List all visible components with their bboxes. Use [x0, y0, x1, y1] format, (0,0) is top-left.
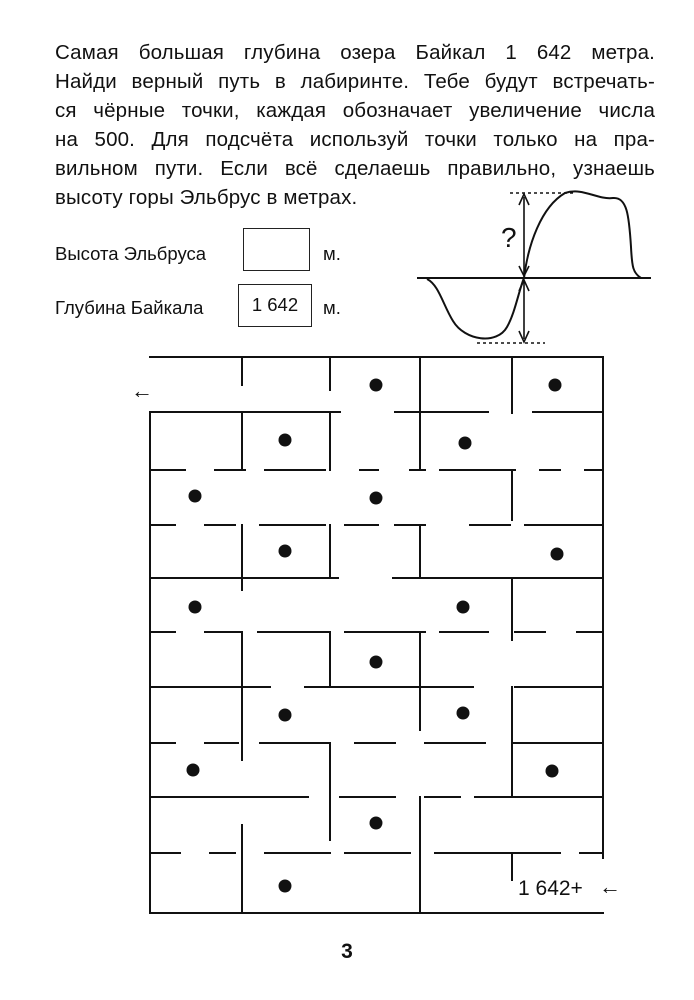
maze-exit-arrow[interactable]: ←: [131, 378, 153, 403]
maze-dot: [189, 490, 202, 503]
task-line: на 500. Для подсчёта используй точки только на пра-: [55, 128, 655, 151]
maze-dot: [457, 601, 470, 614]
baikal-unit: м.: [323, 297, 341, 318]
task-line: ся чёрные точки, каждая обозначает увеличение числа: [55, 99, 655, 122]
elbrus-unit: м.: [323, 243, 341, 264]
maze-dots: [187, 379, 564, 893]
maze-dot: [459, 437, 472, 450]
maze-dot: [457, 707, 470, 720]
maze-walls: [150, 357, 603, 913]
maze-dot: [546, 765, 559, 778]
baikal-depth-label: Глубина Байкала: [55, 297, 204, 318]
maze-dot: [370, 492, 383, 505]
elbrus-height-label: Высота Эльбруса: [55, 243, 207, 264]
maze-dot: [370, 656, 383, 669]
question-mark: ?: [501, 222, 517, 253]
maze-dot: [279, 709, 292, 722]
maze-dot: [279, 434, 292, 447]
page-number: 3: [341, 940, 353, 963]
maze-dot: [370, 817, 383, 830]
maze-dot: [549, 379, 562, 392]
maze-dot: [279, 880, 292, 893]
maze-start-label: 1 642+: [518, 877, 583, 900]
maze-dot: [279, 545, 292, 558]
task-line: Самая большая глубина озера Байкал 1 642 метра.: [55, 41, 655, 64]
maze-dot: [187, 764, 200, 777]
task-line: вильном пути. Если всё сделаешь правильно, узнаешь: [55, 157, 655, 180]
maze-start-arrow[interactable]: ←: [599, 874, 621, 899]
maze-dot: [370, 379, 383, 392]
baikal-value-box: 1 642: [238, 284, 312, 327]
maze-dot: [189, 601, 202, 614]
task-line: высоту горы Эльбрус в метрах.: [55, 186, 358, 209]
maze-dot: [551, 548, 564, 561]
task-line: Найди верный путь в лабиринте. Тебе будут встречать-: [55, 70, 655, 93]
